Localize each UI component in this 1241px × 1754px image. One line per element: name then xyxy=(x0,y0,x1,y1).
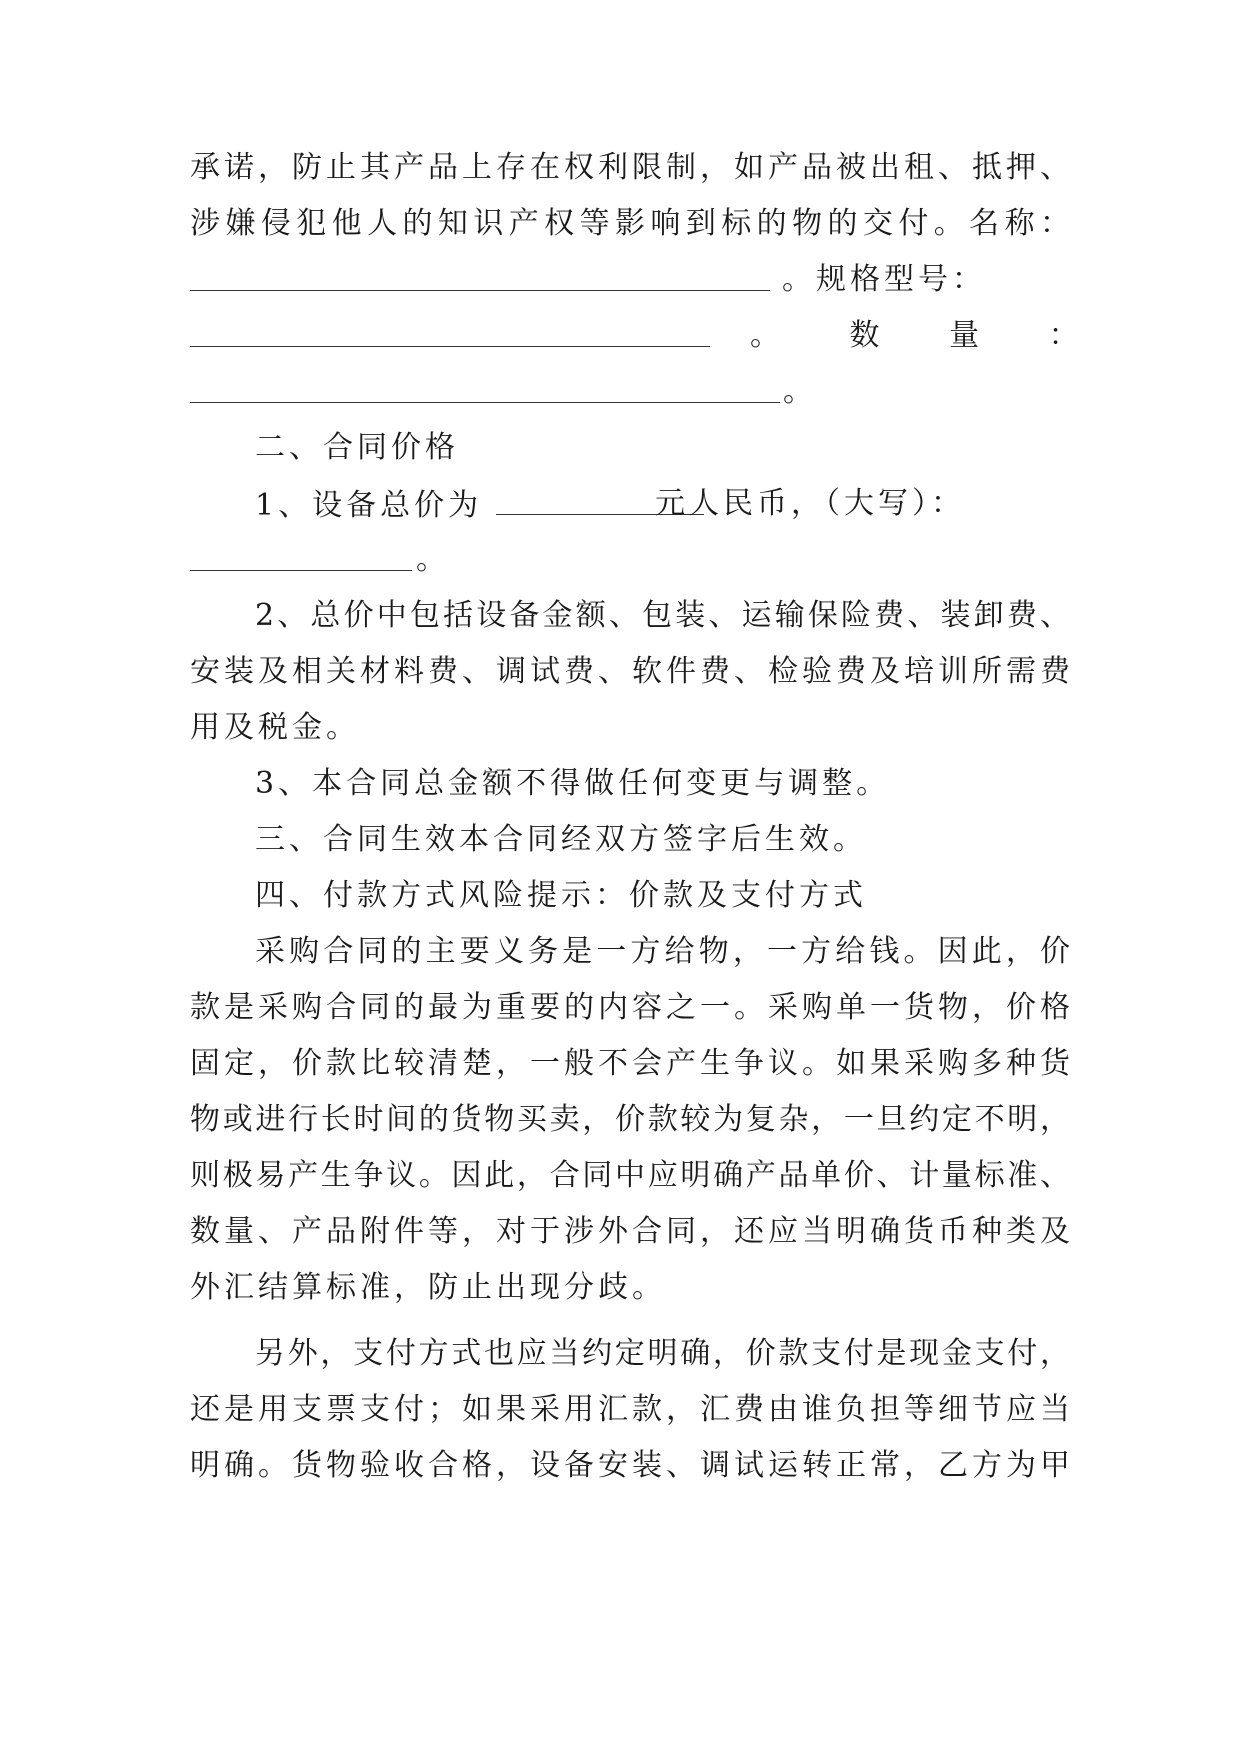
uppercase-blank xyxy=(190,540,412,571)
body-line: 涉嫌侵犯他人的知识产权等影响到标的物的交付。名称： xyxy=(190,206,1070,241)
body-line: 用及税金。 xyxy=(190,710,360,745)
body-line: 明确。货物验收合格，设备安装、调试运转正常，乙方为甲 xyxy=(190,1448,1070,1483)
price-line xyxy=(255,484,1070,524)
section-heading: 三、合同生效本合同经双方签字后生效。 xyxy=(255,822,867,857)
spec-label: 。规格型号： xyxy=(782,262,986,297)
period-mark: 。 xyxy=(783,374,817,409)
body-line: 则极易产生争议。因此，合同中应明确产品单价、计量标准、 xyxy=(190,1158,1070,1193)
spec-field-line xyxy=(190,316,1109,356)
spec-blank xyxy=(190,316,710,347)
price-middle: 元人民币，（大写）： xyxy=(655,486,965,521)
name-field-line xyxy=(190,260,1070,300)
quantity-blank xyxy=(190,372,780,403)
body-line: 款是采购合同的最为重要的内容之一。采购单一货物，价格 xyxy=(190,990,1070,1025)
body-line: 承诺，防止其产品上存在权利限制，如产品被出租、抵押、 xyxy=(190,150,1070,185)
body-line: 固定，价款比较清楚，一般不会产生争议。如果采购多种货 xyxy=(190,1046,1070,1081)
body-line: 数量、产品附件等，对于涉外合同，还应当明确货币种类及 xyxy=(190,1214,1070,1249)
body-line: 安装及相关材料费、调试费、软件费、检验费及培训所需费 xyxy=(190,654,1070,689)
quantity-label: 。 数 量 ： xyxy=(750,318,1109,353)
uppercase-amount-line xyxy=(190,540,1070,580)
body-line: 还是用支票支付；如果采用汇款，汇费由谁负担等细节应当 xyxy=(190,1392,1070,1427)
section-heading: 二、合同价格 xyxy=(255,430,459,465)
body-line: 3、本合同总金额不得做任何变更与调整。 xyxy=(255,766,891,801)
body-line: 另外，支付方式也应当约定明确，价款支付是现金支付， xyxy=(255,1336,1070,1371)
quantity-field-line xyxy=(190,372,1070,412)
section-heading: 四、付款方式风险提示：价款及支付方式 xyxy=(255,878,867,913)
body-line: 外汇结算标准，防止出现分歧。 xyxy=(190,1270,666,1305)
period-mark: 。 xyxy=(416,542,450,577)
name-blank xyxy=(190,260,770,291)
body-line: 物或进行长时间的货物买卖，价款较为复杂，一旦约定不明， xyxy=(190,1102,1070,1137)
price-prefix: 1、设备总价为 xyxy=(255,488,483,523)
body-line: 2、总价中包括设备金额、包装、运输保险费、装卸费、 xyxy=(255,598,1070,633)
body-line: 采购合同的主要义务是一方给物，一方给钱。因此，价 xyxy=(255,934,1070,969)
